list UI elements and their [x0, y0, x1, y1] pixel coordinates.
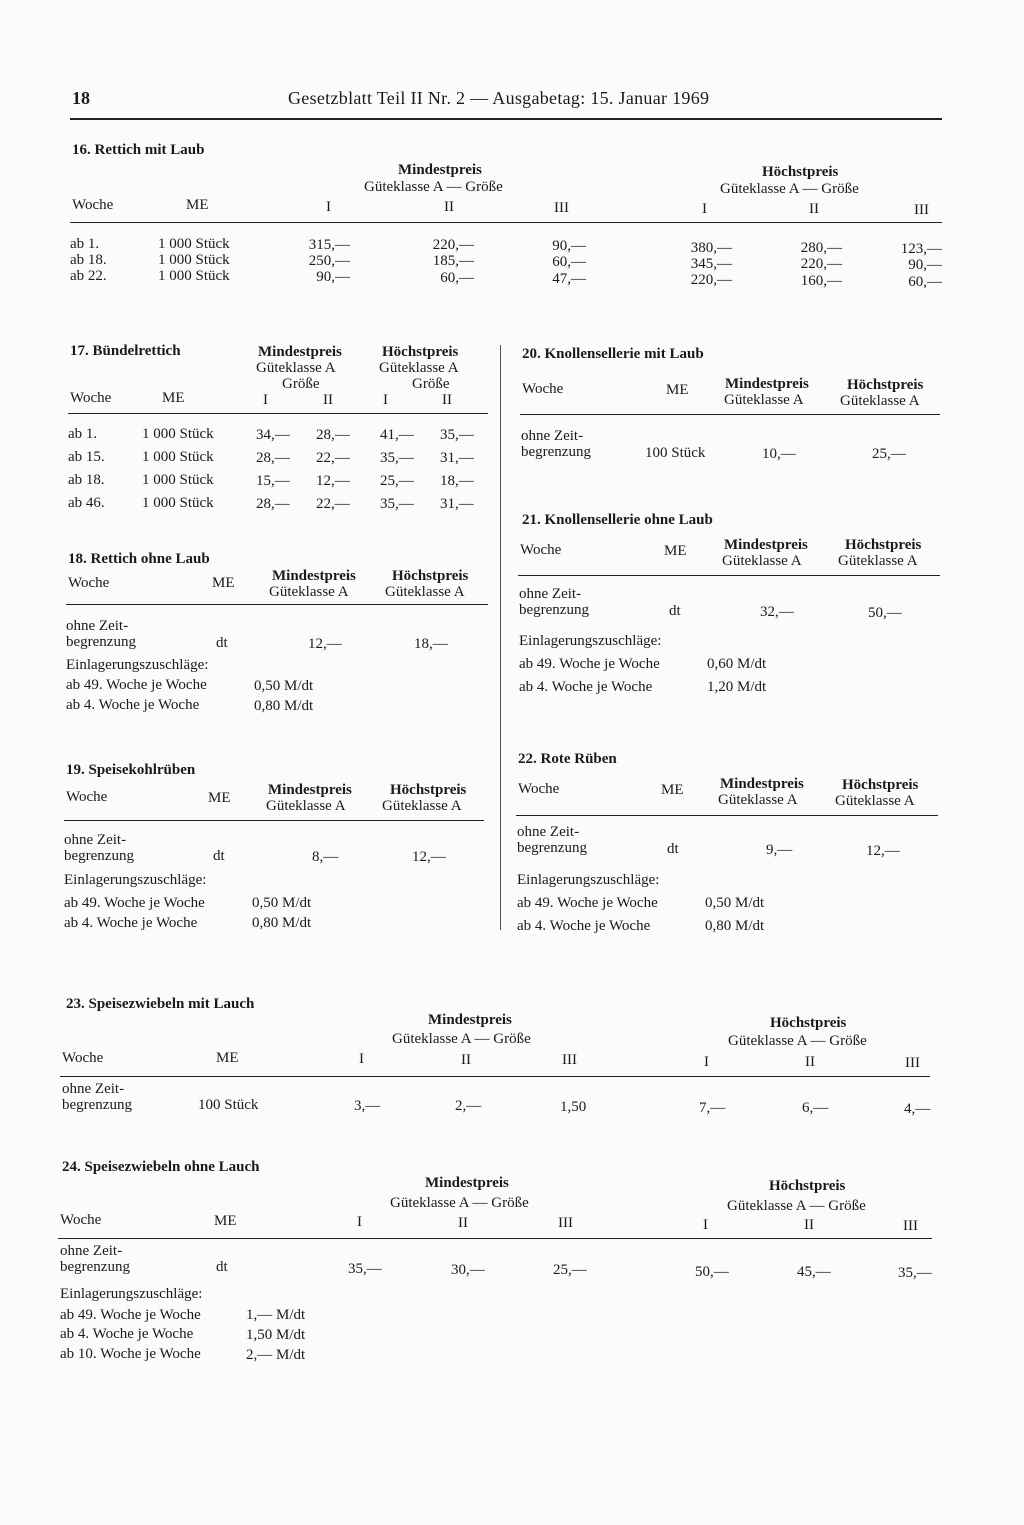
s17-r4-m2: 22,— — [316, 496, 350, 512]
s23-m3: 1,50 — [560, 1099, 587, 1115]
s17-min-II: II — [323, 392, 333, 408]
s16-min-II: II — [444, 199, 454, 215]
s23-mindestpreis: Mindestpreis — [428, 1012, 512, 1028]
s20-max-gk: Güteklasse A — [840, 393, 920, 409]
s17-r3-me: 1 000 Stück — [142, 472, 214, 488]
s16-max-II: II — [809, 201, 819, 217]
s18-me-header: ME — [212, 575, 235, 591]
page-header-title: Gesetzblatt Teil II Nr. 2 — Ausgabetag: 15. Januar 1969 — [288, 88, 710, 108]
s20-ohne-zeit-2: begrenzung — [521, 444, 591, 460]
s19-einlagerung: Einlagerungszuschläge: — [64, 872, 207, 888]
s21-me: dt — [669, 603, 681, 619]
s17-r2-h2: 31,— — [440, 450, 474, 466]
s16-r2-me: 1 000 Stück — [158, 252, 230, 268]
s19-z2-label: ab 4. Woche je Woche — [64, 915, 198, 931]
s16-r1-h1: 380,— — [690, 240, 732, 256]
s17-r4-me: 1 000 Stück — [142, 495, 214, 511]
s16-rule — [70, 222, 942, 223]
header-rule — [70, 118, 942, 120]
s20-mindestpreis: Mindestpreis — [725, 376, 809, 392]
s24-h1: 50,— — [695, 1264, 729, 1280]
s16-min-I: I — [326, 199, 331, 215]
s16-r2-m2: 185,— — [432, 253, 474, 269]
s17-max-II: II — [442, 392, 452, 408]
s17-r4-h1: 35,— — [380, 496, 414, 512]
s24-einlagerung: Einlagerungszuschläge: — [60, 1286, 203, 1302]
s19-max: 12,— — [412, 849, 446, 865]
section-21-title: 21. Knollensellerie ohne Laub — [522, 512, 713, 528]
column-divider — [500, 345, 501, 930]
s18-einlagerung: Einlagerungszuschläge: — [66, 657, 209, 673]
s24-min-III: III — [558, 1215, 573, 1231]
s21-ohne-zeit-1: ohne Zeit- — [519, 586, 582, 602]
s24-woche-header: Woche — [60, 1212, 102, 1228]
s23-woche-header: Woche — [62, 1050, 104, 1066]
s23-max-I: I — [704, 1054, 709, 1070]
s22-z2-label: ab 4. Woche je Woche — [517, 918, 651, 934]
s17-rule — [68, 413, 488, 414]
s17-r3-h1: 25,— — [380, 473, 414, 489]
s21-me-header: ME — [664, 543, 687, 559]
s23-me-header: ME — [216, 1050, 239, 1066]
s17-min-gk: Güteklasse A — [256, 360, 336, 376]
s17-min-groesse: Größe — [282, 376, 320, 392]
s21-mindestpreis: Mindestpreis — [724, 537, 808, 553]
s18-z1-label: ab 49. Woche je Woche — [66, 677, 207, 693]
s24-rule — [58, 1238, 932, 1239]
s20-ohne-zeit-1: ohne Zeit- — [521, 428, 584, 444]
section-24-title: 24. Speisezwiebeln ohne Lauch — [62, 1159, 260, 1175]
s24-z2-val: 1,50 M/dt — [246, 1327, 306, 1343]
s24-min-gk: Güteklasse A — Größe — [390, 1195, 529, 1211]
s18-z1-val: 0,50 M/dt — [254, 678, 314, 694]
page-number: 18 — [72, 88, 90, 108]
s23-me: 100 Stück — [198, 1097, 259, 1113]
section-16-title: 16. Rettich mit Laub — [72, 142, 205, 158]
section-22-title: 22. Rote Rüben — [518, 751, 617, 767]
s21-einlagerung: Einlagerungszuschläge: — [519, 633, 662, 649]
s24-mindestpreis: Mindestpreis — [425, 1175, 509, 1191]
s24-z2-label: ab 4. Woche je Woche — [60, 1326, 194, 1342]
s17-r2-m2: 22,— — [316, 450, 350, 466]
s20-rule — [520, 414, 940, 415]
s19-woche-header: Woche — [66, 789, 108, 805]
s21-z2-label: ab 4. Woche je Woche — [519, 679, 653, 695]
s20-min: 10,— — [762, 446, 796, 462]
s21-z1-label: ab 49. Woche je Woche — [519, 656, 660, 672]
s17-r1-h1: 41,— — [380, 427, 414, 443]
s16-mindestpreis: Mindestpreis — [398, 162, 482, 178]
s17-mindestpreis: Mindestpreis — [258, 344, 342, 360]
s20-me: 100 Stück — [645, 445, 706, 461]
s21-ohne-zeit-2: begrenzung — [519, 602, 589, 618]
s17-r2-m1: 28,— — [256, 450, 290, 466]
s17-r1-me: 1 000 Stück — [142, 426, 214, 442]
s24-h2: 45,— — [797, 1264, 831, 1280]
s16-me-header: ME — [186, 197, 209, 213]
s24-ohne-zeit-1: ohne Zeit- — [60, 1243, 123, 1259]
s24-ohne-zeit-2: begrenzung — [60, 1259, 130, 1275]
s22-ohne-zeit-2: begrenzung — [517, 840, 587, 856]
s23-min-III: III — [562, 1052, 577, 1068]
s16-r1-me: 1 000 Stück — [158, 236, 230, 252]
s17-me-header: ME — [162, 390, 185, 406]
s22-hoechstpreis: Höchstpreis — [842, 777, 919, 793]
s16-r1-m3: 90,— — [552, 238, 586, 254]
s22-max-gk: Güteklasse A — [835, 793, 915, 809]
s19-z1-val: 0,50 M/dt — [252, 895, 312, 911]
s19-hoechstpreis: Höchstpreis — [390, 782, 467, 798]
s17-min-I: I — [263, 392, 268, 408]
s16-r3-m1: 90,— — [316, 269, 350, 285]
s21-max: 50,— — [868, 605, 902, 621]
s18-woche-header: Woche — [68, 575, 110, 591]
s24-max-II: II — [804, 1217, 814, 1233]
s17-r2-h1: 35,— — [380, 450, 414, 466]
s23-rule — [60, 1076, 930, 1077]
s16-hoechstpreis: Höchstpreis — [762, 164, 839, 180]
s18-z2-label: ab 4. Woche je Woche — [66, 697, 200, 713]
s19-me-header: ME — [208, 790, 231, 806]
s21-z1-val: 0,60 M/dt — [707, 656, 767, 672]
s18-mindestpreis: Mindestpreis — [272, 568, 356, 584]
s23-m2: 2,— — [455, 1098, 482, 1114]
s23-h1: 7,— — [699, 1100, 726, 1116]
s22-z2-val: 0,80 M/dt — [705, 918, 765, 934]
s16-r2-h3: 90,— — [908, 257, 942, 273]
s19-mindestpreis: Mindestpreis — [268, 782, 352, 798]
s16-r1-m2: 220,— — [432, 237, 474, 253]
s16-max-gk: Güteklasse A — Größe — [720, 181, 859, 197]
s16-r3-m3: 47,— — [552, 271, 586, 287]
s19-z2-val: 0,80 M/dt — [252, 915, 312, 931]
s17-hoechstpreis: Höchstpreis — [382, 344, 459, 360]
s21-rule — [518, 575, 940, 576]
s19-ohne-zeit-1: ohne Zeit- — [64, 832, 127, 848]
s18-min-gk: Güteklasse A — [269, 584, 349, 600]
s21-max-gk: Güteklasse A — [838, 553, 918, 569]
s22-me: dt — [667, 841, 679, 857]
s16-r1-h3: 123,— — [900, 241, 942, 257]
s16-max-III: III — [914, 202, 929, 218]
s22-min-gk: Güteklasse A — [718, 792, 798, 808]
s22-ohne-zeit-1: ohne Zeit- — [517, 824, 580, 840]
s18-min: 12,— — [308, 636, 342, 652]
s19-ohne-zeit-2: begrenzung — [64, 848, 134, 864]
s22-mindestpreis: Mindestpreis — [720, 776, 804, 792]
s24-max-I: I — [703, 1217, 708, 1233]
s17-r3-m1: 15,— — [256, 473, 290, 489]
s17-r1-m2: 28,— — [316, 427, 350, 443]
s24-z1-val: 1,— M/dt — [246, 1307, 306, 1323]
s24-z3-label: ab 10. Woche je Woche — [60, 1346, 201, 1362]
s16-min-III: III — [554, 200, 569, 216]
s16-r1-woche: ab 1. — [70, 236, 100, 252]
s16-r2-m1: 250,— — [308, 253, 350, 269]
s21-min: 32,— — [760, 604, 794, 620]
section-20-title: 20. Knollensellerie mit Laub — [522, 346, 704, 362]
s16-r2-woche: ab 18. — [70, 252, 107, 268]
s16-r3-h3: 60,— — [908, 274, 942, 290]
s16-r3-h2: 160,— — [800, 273, 842, 289]
s24-hoechstpreis: Höchstpreis — [769, 1178, 846, 1194]
s18-me: dt — [216, 635, 228, 651]
s18-hoechstpreis: Höchstpreis — [392, 568, 469, 584]
s20-me-header: ME — [666, 382, 689, 398]
s24-z1-label: ab 49. Woche je Woche — [60, 1307, 201, 1323]
s23-min-gk: Güteklasse A — Größe — [392, 1031, 531, 1047]
s24-max-gk: Güteklasse A — Größe — [727, 1198, 866, 1214]
s22-z1-val: 0,50 M/dt — [705, 895, 765, 911]
s16-woche-header: Woche — [72, 197, 114, 213]
s24-me-header: ME — [214, 1213, 237, 1229]
s23-m1: 3,— — [354, 1098, 381, 1114]
s23-max-II: II — [805, 1054, 815, 1070]
s22-einlagerung: Einlagerungszuschläge: — [517, 872, 660, 888]
s24-z3-val: 2,— M/dt — [246, 1347, 306, 1363]
s21-z2-val: 1,20 M/dt — [707, 679, 767, 695]
s22-woche-header: Woche — [518, 781, 560, 797]
s23-min-I: I — [359, 1051, 364, 1067]
s19-min: 8,— — [312, 849, 339, 865]
s23-h3: 4,— — [904, 1101, 931, 1117]
s24-m1: 35,— — [348, 1261, 382, 1277]
s24-m3: 25,— — [553, 1262, 587, 1278]
s23-h2: 6,— — [802, 1100, 829, 1116]
s23-max-gk: Güteklasse A — Größe — [728, 1033, 867, 1049]
s16-r2-m3: 60,— — [552, 254, 586, 270]
s20-woche-header: Woche — [522, 381, 564, 397]
s18-ohne-zeit-1: ohne Zeit- — [66, 618, 129, 634]
s17-r3-m2: 12,— — [316, 473, 350, 489]
s17-woche-header: Woche — [70, 390, 112, 406]
s22-me-header: ME — [661, 782, 684, 798]
section-23-title: 23. Speisezwiebeln mit Lauch — [66, 996, 255, 1012]
s16-max-I: I — [702, 201, 707, 217]
s18-max: 18,— — [414, 636, 448, 652]
s18-max-gk: Güteklasse A — [385, 584, 465, 600]
s17-r4-woche: ab 46. — [68, 495, 105, 511]
s16-r3-h1: 220,— — [690, 272, 732, 288]
s19-rule — [64, 820, 484, 821]
s20-max: 25,— — [872, 446, 906, 462]
s17-r1-m1: 34,— — [256, 427, 290, 443]
s20-hoechstpreis: Höchstpreis — [847, 377, 924, 393]
s22-max: 12,— — [866, 843, 900, 859]
s22-z1-label: ab 49. Woche je Woche — [517, 895, 658, 911]
s24-max-III: III — [903, 1218, 918, 1234]
s21-hoechstpreis: Höchstpreis — [845, 537, 922, 553]
s16-r1-m1: 315,— — [308, 237, 350, 253]
s23-max-III: III — [905, 1055, 920, 1071]
s19-me: dt — [213, 848, 225, 864]
s24-min-II: II — [458, 1215, 468, 1231]
s16-r2-h1: 345,— — [690, 256, 732, 272]
s17-r4-m1: 28,— — [256, 496, 290, 512]
s23-ohne-zeit-1: ohne Zeit- — [62, 1081, 125, 1097]
s17-max-groesse: Größe — [412, 376, 450, 392]
s17-max-I: I — [383, 392, 388, 408]
s22-rule — [516, 815, 938, 816]
s17-max-gk: Güteklasse A — [379, 360, 459, 376]
s23-ohne-zeit-2: begrenzung — [62, 1097, 132, 1113]
s21-min-gk: Güteklasse A — [722, 553, 802, 569]
section-19-title: 19. Speisekohlrüben — [66, 762, 196, 778]
s17-r4-h2: 31,— — [440, 496, 474, 512]
s16-r3-m2: 60,— — [440, 270, 474, 286]
s16-r3-woche: ab 22. — [70, 268, 107, 284]
s17-r3-woche: ab 18. — [68, 472, 105, 488]
s16-min-gk: Güteklasse A — Größe — [364, 179, 503, 195]
s23-hoechstpreis: Höchstpreis — [770, 1015, 847, 1031]
s24-me: dt — [216, 1259, 228, 1275]
s22-min: 9,— — [766, 842, 793, 858]
s21-woche-header: Woche — [520, 542, 562, 558]
s18-rule — [66, 604, 488, 605]
s24-h3: 35,— — [898, 1265, 932, 1281]
s16-r1-h2: 280,— — [800, 240, 842, 256]
s20-min-gk: Güteklasse A — [724, 392, 804, 408]
s24-min-I: I — [357, 1214, 362, 1230]
s19-max-gk: Güteklasse A — [382, 798, 462, 814]
s18-z2-val: 0,80 M/dt — [254, 698, 314, 714]
s23-min-II: II — [461, 1052, 471, 1068]
section-17-title: 17. Bündelrettich — [70, 343, 181, 359]
s17-r1-h2: 35,— — [440, 427, 474, 443]
s19-z1-label: ab 49. Woche je Woche — [64, 895, 205, 911]
s17-r1-woche: ab 1. — [68, 426, 98, 442]
section-18-title: 18. Rettich ohne Laub — [68, 551, 210, 567]
s17-r2-me: 1 000 Stück — [142, 449, 214, 465]
s18-ohne-zeit-2: begrenzung — [66, 634, 136, 650]
s17-r2-woche: ab 15. — [68, 449, 105, 465]
s24-m2: 30,— — [451, 1262, 485, 1278]
s17-r3-h2: 18,— — [440, 473, 474, 489]
s16-r2-h2: 220,— — [800, 256, 842, 272]
s19-min-gk: Güteklasse A — [266, 798, 346, 814]
s16-r3-me: 1 000 Stück — [158, 268, 230, 284]
